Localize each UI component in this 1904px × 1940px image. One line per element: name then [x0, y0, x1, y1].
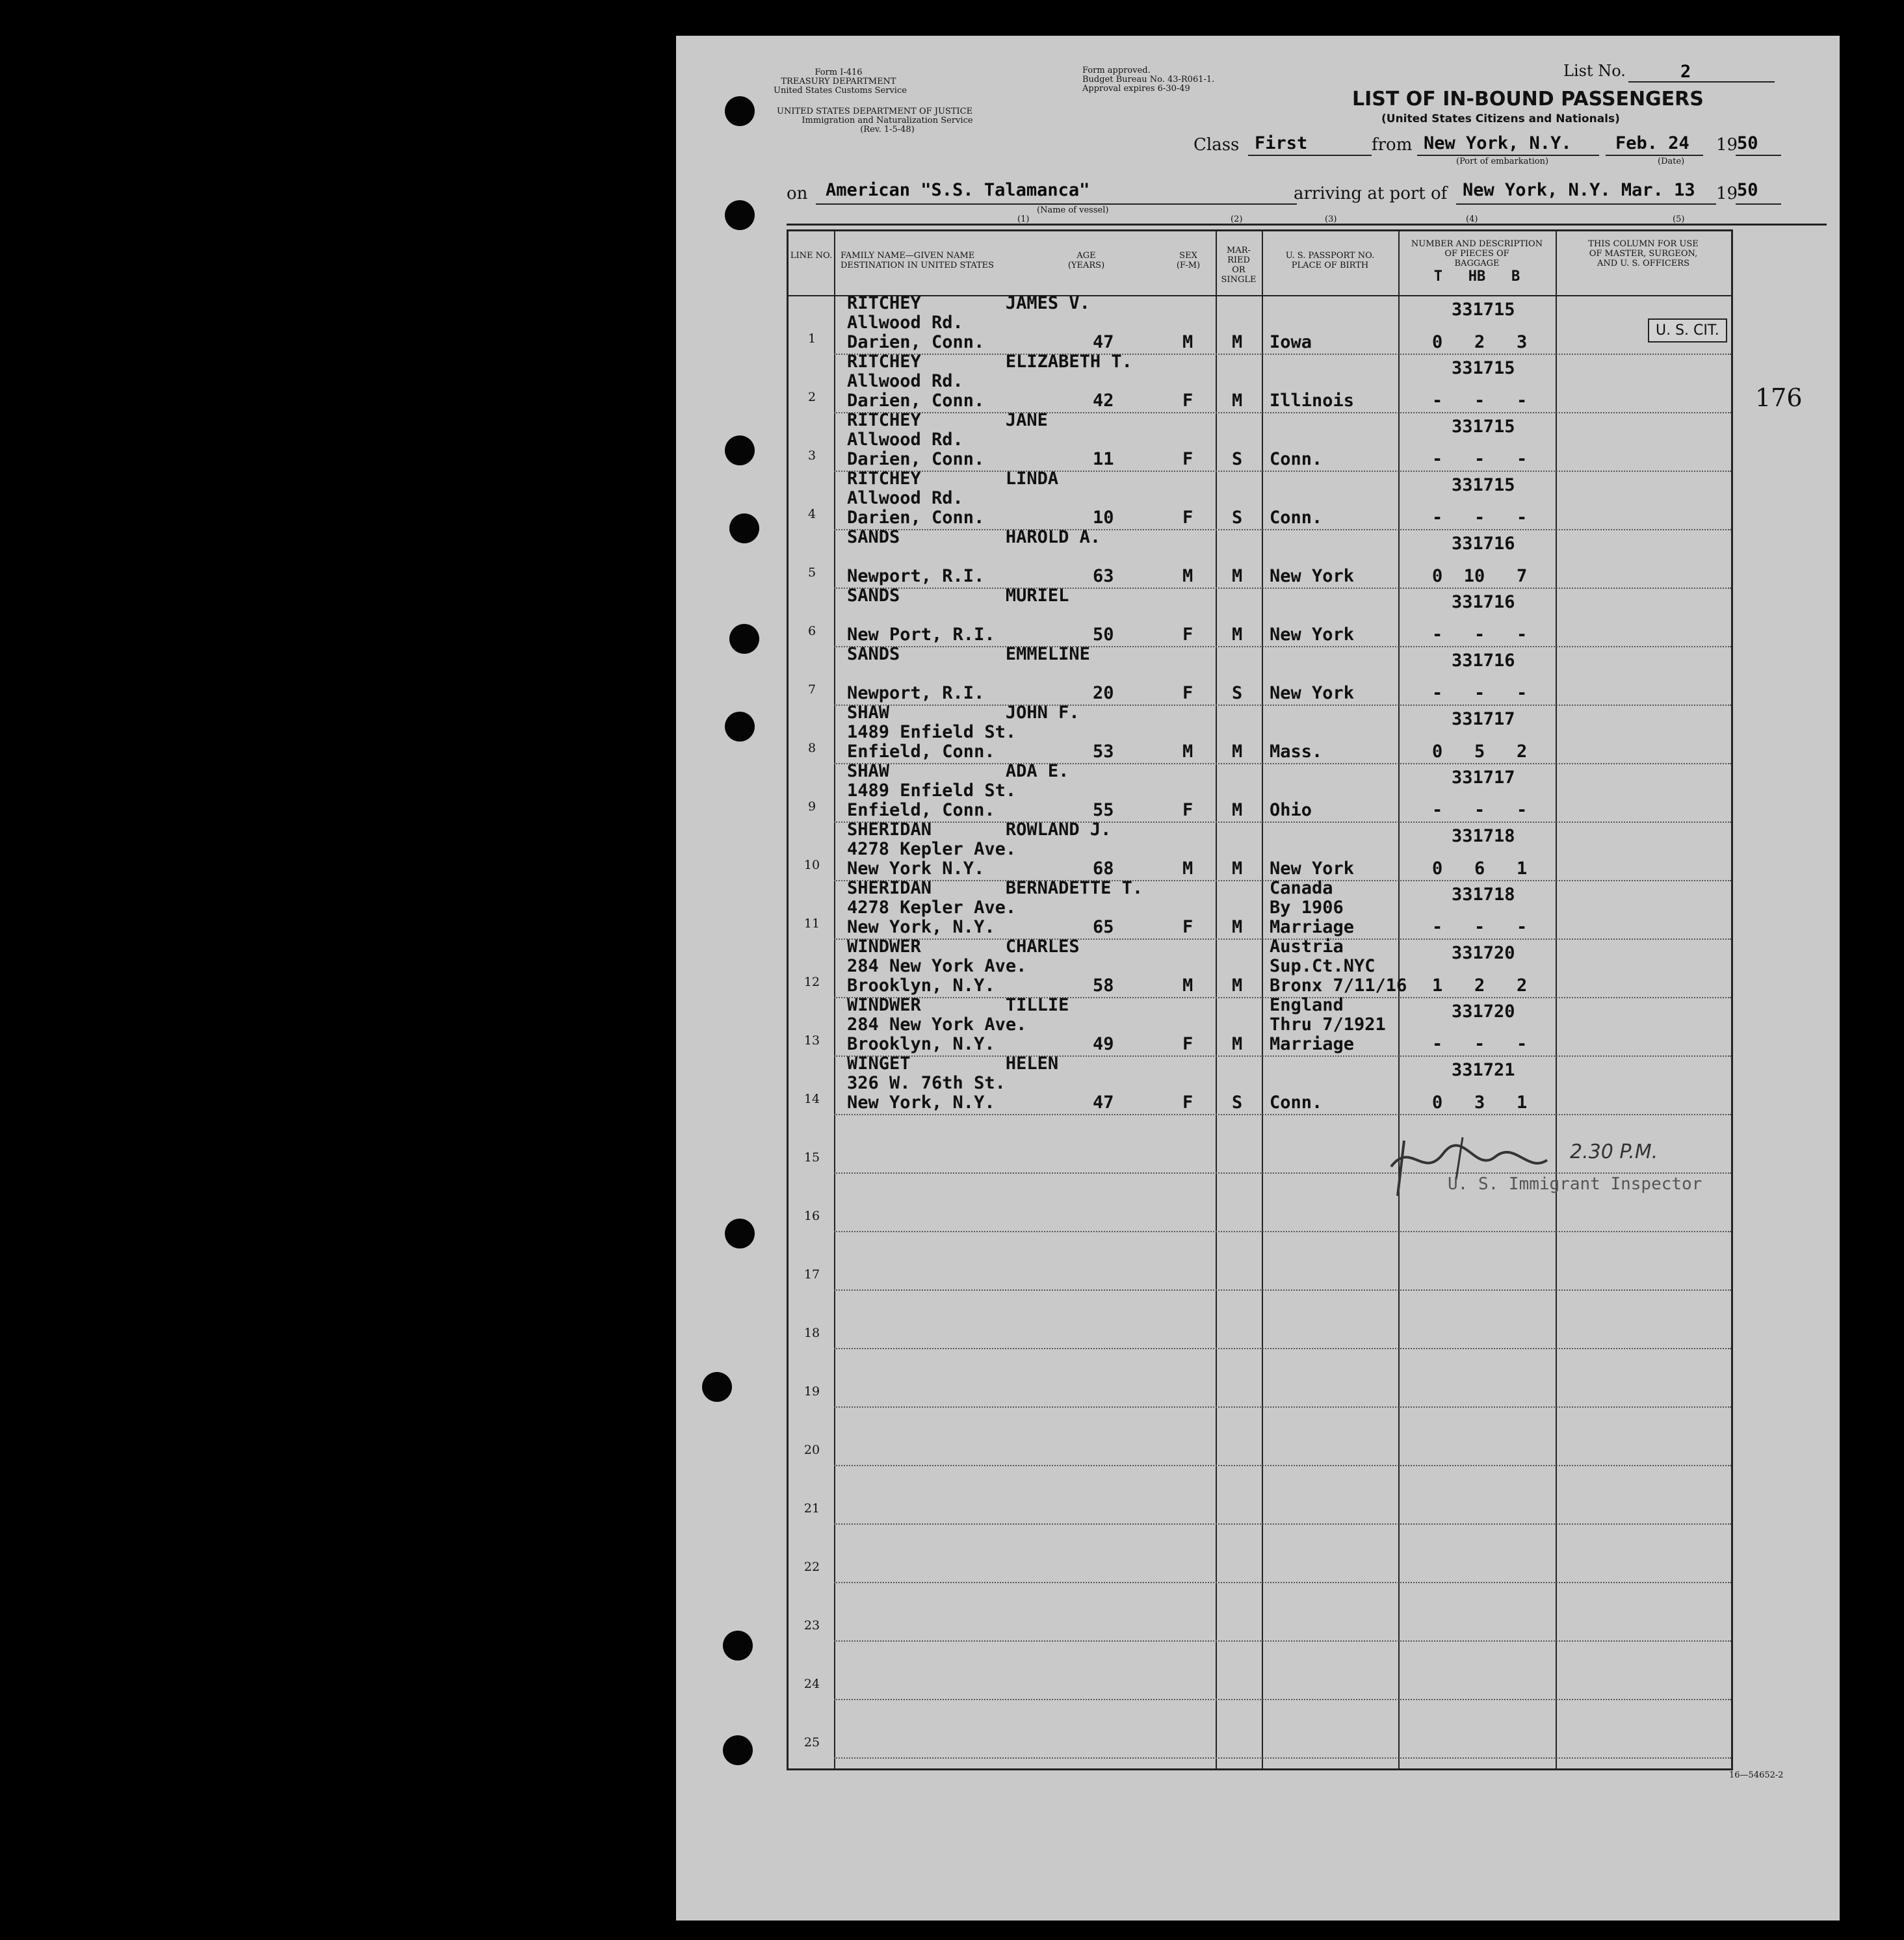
- birth-line-1: Thru 7/1921: [1270, 1015, 1386, 1035]
- baggage-count: 0 10 7: [1432, 566, 1528, 586]
- col-header-age: AGE (YEARS): [1067, 251, 1105, 270]
- marital-status: M: [1232, 917, 1243, 937]
- passenger-sex: F: [1182, 391, 1193, 411]
- place-of-birth: Illinois: [1270, 391, 1355, 411]
- marital-status: M: [1232, 800, 1243, 820]
- address-line-2: New York, N.Y.: [847, 917, 995, 937]
- address-line-2: Brooklyn, N.Y.: [847, 976, 995, 996]
- passenger-name: SHERIDAN BERNADETTE T.: [847, 878, 1143, 898]
- passenger-age: 47: [1093, 1093, 1114, 1113]
- vessel-name: American "S.S. Talamanca": [826, 180, 1090, 200]
- address-line-1: 4278 Kepler Ave.: [847, 898, 1017, 918]
- passenger-name: WINDWER TILLIE: [847, 995, 1069, 1015]
- baggage-number: 331716: [1452, 592, 1515, 612]
- line-number: 20: [803, 1443, 820, 1457]
- place-of-birth: Bronx 7/11/16: [1270, 976, 1407, 996]
- line-number: 24: [803, 1677, 820, 1691]
- line-number: 3: [807, 448, 816, 463]
- passenger-sex: F: [1182, 683, 1193, 703]
- place-of-birth: Conn.: [1270, 1093, 1323, 1113]
- address-line-2: Darien, Conn.: [847, 332, 985, 352]
- address-line-2: Brooklyn, N.Y.: [847, 1034, 995, 1054]
- place-of-birth: New York: [1270, 683, 1355, 703]
- page-title: LIST OF IN-BOUND PASSENGERS: [1352, 88, 1704, 110]
- address-line-2: Enfield, Conn.: [847, 800, 995, 820]
- arrival-port-date: New York, N.Y. Mar. 13: [1463, 180, 1695, 200]
- arrival-year: 50: [1737, 180, 1758, 200]
- row-rule: [834, 1465, 1731, 1466]
- passenger-sex: F: [1182, 800, 1193, 820]
- list-no-label: List No.: [1563, 62, 1626, 80]
- passenger-name: RITCHEY ELIZABETH T.: [847, 352, 1132, 372]
- passenger-age: 10: [1093, 508, 1114, 528]
- baggage-count: - - -: [1432, 800, 1528, 820]
- baggage-count: - - -: [1432, 1034, 1528, 1054]
- place-of-birth: Marriage: [1270, 1034, 1355, 1054]
- col-header-officers: THIS COLUMN FOR USE OF MASTER, SURGEON, AND U. S. OFFICERS: [1588, 239, 1699, 268]
- birth-line-0: Canada: [1270, 878, 1333, 898]
- side-number: 176: [1755, 383, 1803, 412]
- col-header-name: FAMILY NAME—GIVEN NAME DESTINATION IN UNITED STATES: [841, 251, 995, 270]
- baggage-count: 0 6 1: [1432, 859, 1528, 879]
- marital-status: M: [1232, 566, 1243, 586]
- line-number: 11: [803, 916, 820, 931]
- binder-hole: [725, 96, 755, 126]
- passenger-name: RITCHEY LINDA: [847, 469, 1059, 489]
- baggage-count: - - -: [1432, 683, 1528, 703]
- baggage-count: 0 5 2: [1432, 742, 1528, 762]
- arriving-label: arriving at port of: [1294, 184, 1448, 203]
- binder-hole: [725, 712, 755, 742]
- manifest-page: [676, 36, 1840, 1921]
- passenger-age: 63: [1093, 566, 1114, 586]
- line-number: 1: [807, 331, 816, 346]
- row-rule: [834, 1348, 1731, 1349]
- row-rule: [834, 1289, 1731, 1291]
- baggage-count: 0 3 1: [1432, 1093, 1528, 1113]
- address-line-2: New York N.Y.: [847, 859, 985, 879]
- row-rule: [834, 1757, 1731, 1759]
- passenger-age: 20: [1093, 683, 1114, 703]
- from-label: from: [1372, 135, 1413, 155]
- line-number: 13: [803, 1033, 820, 1048]
- line-number: 10: [803, 858, 820, 872]
- list-no-value: 2: [1680, 62, 1691, 82]
- year-prefix: 19: [1716, 135, 1738, 155]
- line-number: 25: [803, 1735, 820, 1750]
- passenger-sex: F: [1182, 508, 1193, 528]
- passenger-age: 11: [1093, 449, 1114, 469]
- passenger-name: WINGET HELEN: [847, 1054, 1059, 1074]
- marital-status: S: [1232, 1093, 1243, 1113]
- col-num-4: (4): [1466, 214, 1478, 224]
- line-number: 23: [803, 1618, 820, 1633]
- line-number: 18: [803, 1326, 820, 1340]
- passenger-age: 50: [1093, 625, 1114, 645]
- inspector-time: 2.30 P.M.: [1570, 1141, 1658, 1163]
- col-num-3: (3): [1325, 214, 1337, 224]
- address-line-2: Newport, R.I.: [847, 683, 985, 703]
- address-line-1: 284 New York Ave.: [847, 1015, 1027, 1035]
- justice-dept: UNITED STATES DEPARTMENT OF JUSTICE: [777, 107, 973, 116]
- line-number: 16: [803, 1209, 820, 1223]
- passenger-sex: M: [1182, 332, 1193, 352]
- passenger-sex: F: [1182, 625, 1193, 645]
- address-line-1: 1489 Enfield St.: [847, 722, 1017, 742]
- passenger-name: SANDS EMMELINE: [847, 644, 1090, 664]
- place-of-birth: Ohio: [1270, 800, 1312, 820]
- row-rule: [834, 1114, 1731, 1115]
- baggage-count: - - -: [1432, 391, 1528, 411]
- binder-hole: [723, 1735, 753, 1765]
- passenger-age: 55: [1093, 800, 1114, 820]
- baggage-number: 331718: [1452, 885, 1515, 905]
- line-number: 4: [807, 507, 816, 521]
- passenger-name: SHAW JOHN F.: [847, 703, 1080, 723]
- form-code: 16—54652-2: [1729, 1770, 1784, 1780]
- place-of-birth: Conn.: [1270, 449, 1323, 469]
- place-of-birth: Iowa: [1270, 332, 1312, 352]
- binder-hole: [729, 513, 759, 543]
- place-of-birth: New York: [1270, 859, 1355, 879]
- marital-status: M: [1232, 742, 1243, 762]
- line-number: 6: [807, 624, 816, 638]
- binder-hole: [723, 1631, 753, 1661]
- passenger-name: SANDS HAROLD A.: [847, 527, 1101, 547]
- passenger-sex: M: [1182, 566, 1193, 586]
- row-rule: [834, 1640, 1731, 1642]
- address-line-1: 284 New York Ave.: [847, 956, 1027, 976]
- col-header-baggage: NUMBER AND DESCRIPTION OF PIECES OF BAGGAGE: [1411, 239, 1543, 268]
- address-line-1: Allwood Rd.: [847, 371, 963, 391]
- address-line-1: Allwood Rd.: [847, 430, 963, 450]
- passenger-sex: M: [1182, 742, 1193, 762]
- row-rule: [834, 1172, 1731, 1174]
- address-line-1: 4278 Kepler Ave.: [847, 839, 1017, 859]
- marital-status: M: [1232, 976, 1243, 996]
- row-rule: [834, 1699, 1731, 1700]
- class-value: First: [1255, 133, 1308, 153]
- baggage-number: 331716: [1452, 534, 1515, 554]
- baggage-count: 0 2 3: [1432, 332, 1528, 352]
- line-number: 15: [803, 1150, 820, 1165]
- address-line-2: Darien, Conn.: [847, 449, 985, 469]
- binder-hole: [725, 435, 755, 465]
- birth-line-1: Sup.Ct.NYC: [1270, 956, 1376, 976]
- us-citizen-stamp: U. S. CIT.: [1648, 318, 1727, 343]
- passenger-name: WINDWER CHARLES: [847, 937, 1080, 957]
- line-number: 19: [803, 1384, 820, 1399]
- line-number: 2: [807, 390, 816, 404]
- customs-service: United States Customs Service: [774, 86, 907, 96]
- approval-expires: Approval expires 6-30-49: [1082, 84, 1190, 94]
- passenger-age: 49: [1093, 1034, 1114, 1054]
- baggage-number: 331717: [1452, 768, 1515, 788]
- passenger-name: SANDS MURIEL: [847, 586, 1069, 606]
- line-number: 17: [803, 1267, 820, 1282]
- marital-status: M: [1232, 1034, 1243, 1054]
- budget-bureau: Budget Bureau No. 43-R061-1.: [1082, 75, 1215, 84]
- marital-status: S: [1232, 683, 1243, 703]
- col-header-sex: SEX (F-M): [1176, 251, 1201, 270]
- line-number: 21: [803, 1501, 820, 1516]
- departure-date: Feb. 24: [1615, 133, 1689, 153]
- place-of-birth: Conn.: [1270, 508, 1323, 528]
- marital-status: M: [1232, 332, 1243, 352]
- form-approved: Form approved.: [1082, 66, 1151, 75]
- class-label: Class: [1193, 135, 1240, 155]
- baggage-number: 331716: [1452, 651, 1515, 671]
- baggage-number: 331718: [1452, 826, 1515, 846]
- line-number: 5: [807, 565, 816, 580]
- passenger-sex: F: [1182, 449, 1193, 469]
- line-number: 14: [803, 1092, 820, 1106]
- passenger-name: RITCHEY JANE: [847, 410, 1048, 430]
- passenger-sex: M: [1182, 976, 1193, 996]
- birth-line-1: By 1906: [1270, 898, 1344, 918]
- place-of-birth: New York: [1270, 566, 1355, 586]
- row-rule: [834, 1406, 1731, 1408]
- baggage-number: 331715: [1452, 300, 1515, 320]
- binder-hole: [725, 200, 755, 230]
- address-line-1: Allwood Rd.: [847, 313, 963, 333]
- marital-status: S: [1232, 449, 1243, 469]
- baggage-count: - - -: [1432, 508, 1528, 528]
- baggage-number: 331720: [1452, 1002, 1515, 1022]
- marital-status: M: [1232, 625, 1243, 645]
- treasury-dept: TREASURY DEPARTMENT: [781, 77, 896, 86]
- line-number: 22: [803, 1560, 820, 1574]
- address-line-1: Allwood Rd.: [847, 488, 963, 508]
- baggage-number: 331715: [1452, 475, 1515, 495]
- col-header-married: MAR- RIED OR SINGLE: [1221, 246, 1257, 285]
- birth-line-0: Austria: [1270, 937, 1344, 957]
- col-header-line: LINE NO.: [790, 251, 833, 261]
- port-caption: (Port of embarkation): [1456, 157, 1549, 166]
- page-subtitle: (United States Citizens and Nationals): [1381, 112, 1620, 125]
- passenger-sex: F: [1182, 1034, 1193, 1054]
- passenger-age: 42: [1093, 391, 1114, 411]
- address-line-2: Darien, Conn.: [847, 391, 985, 411]
- address-line-1: 1489 Enfield St.: [847, 781, 1017, 801]
- passenger-age: 68: [1093, 859, 1114, 879]
- baggage-count: 1 2 2: [1432, 976, 1528, 996]
- passenger-name: SHERIDAN ROWLAND J.: [847, 820, 1112, 840]
- row-rule: [834, 1582, 1731, 1583]
- baggage-count: - - -: [1432, 625, 1528, 645]
- address-line-2: Newport, R.I.: [847, 566, 985, 586]
- ins-service: Immigration and Naturalization Service: [802, 116, 973, 125]
- place-of-birth: Mass.: [1270, 742, 1323, 762]
- passenger-age: 65: [1093, 917, 1114, 937]
- marital-status: S: [1232, 508, 1243, 528]
- passenger-sex: F: [1182, 1093, 1193, 1113]
- date-caption: (Date): [1658, 157, 1685, 166]
- col-header-passport: U. S. PASSPORT NO. PLACE OF BIRTH: [1285, 251, 1375, 270]
- address-line-2: Darien, Conn.: [847, 508, 985, 528]
- col-num-2: (2): [1231, 214, 1243, 224]
- inspector-title: U. S. Immigrant Inspector: [1448, 1174, 1702, 1194]
- form-number: Form I-416: [815, 68, 863, 77]
- baggage-number: 331715: [1452, 417, 1515, 437]
- binder-hole: [725, 1219, 755, 1248]
- baggage-number: 331720: [1452, 943, 1515, 963]
- passenger-table: [787, 229, 1733, 1770]
- baggage-number: 331717: [1452, 709, 1515, 729]
- line-number: 9: [807, 799, 816, 814]
- passenger-name: RITCHEY JAMES V.: [847, 293, 1090, 313]
- line-number: 7: [807, 682, 816, 697]
- address-line-1: 326 W. 76th St.: [847, 1073, 1006, 1093]
- row-rule: [834, 1523, 1731, 1525]
- passenger-age: 47: [1093, 332, 1114, 352]
- binder-hole: [702, 1372, 732, 1402]
- col-header-baggage-codes: T HB B: [1433, 268, 1520, 285]
- binder-hole: [729, 624, 759, 654]
- year-prefix-2: 19: [1716, 184, 1738, 203]
- line-number: 8: [807, 741, 816, 755]
- address-line-2: New Port, R.I.: [847, 625, 995, 645]
- passenger-name: SHAW ADA E.: [847, 761, 1069, 781]
- passenger-age: 58: [1093, 976, 1114, 996]
- departure-year: 50: [1737, 133, 1758, 153]
- col-num-1: (1): [1017, 214, 1030, 224]
- baggage-count: - - -: [1432, 917, 1528, 937]
- revision: (Rev. 1-5-48): [860, 125, 915, 135]
- baggage-number: 331721: [1452, 1060, 1515, 1080]
- col-num-5: (5): [1673, 214, 1685, 224]
- passenger-sex: M: [1182, 859, 1193, 879]
- place-of-birth: Marriage: [1270, 917, 1355, 937]
- on-label: on: [787, 184, 808, 203]
- row-rule: [834, 1231, 1731, 1232]
- passenger-age: 53: [1093, 742, 1114, 762]
- marital-status: M: [1232, 391, 1243, 411]
- baggage-count: - - -: [1432, 449, 1528, 469]
- line-number: 12: [803, 975, 820, 989]
- address-line-2: New York, N.Y.: [847, 1093, 995, 1113]
- marital-status: M: [1232, 859, 1243, 879]
- place-of-birth: New York: [1270, 625, 1355, 645]
- vessel-caption: (Name of vessel): [1037, 205, 1109, 215]
- passenger-sex: F: [1182, 917, 1193, 937]
- baggage-number: 331715: [1452, 358, 1515, 378]
- birth-line-0: England: [1270, 995, 1344, 1015]
- address-line-2: Enfield, Conn.: [847, 742, 995, 762]
- port-of-embarkation: New York, N.Y.: [1424, 133, 1572, 153]
